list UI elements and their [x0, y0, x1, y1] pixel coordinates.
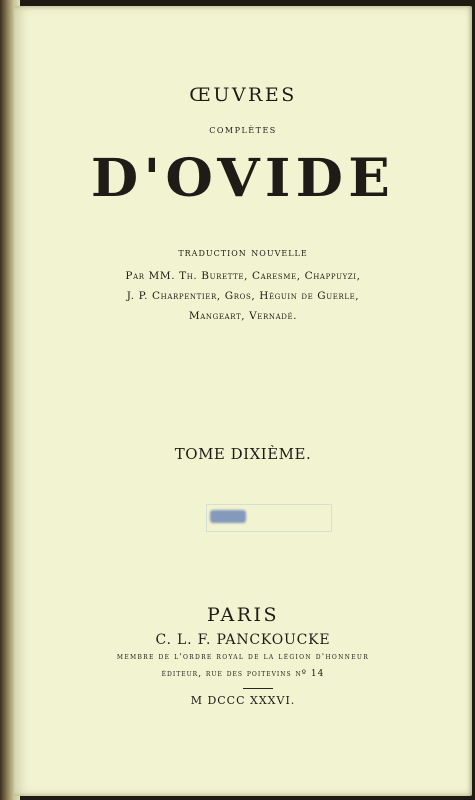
translation-note: traduction nouvelle — [178, 246, 308, 259]
series-title: ŒUVRES — [189, 84, 297, 106]
imprint-publisher: C. L. F. PANCKOUCKE — [155, 632, 331, 648]
translators-line: J. P. Charpentier, Gros, Héguin de Guerle, — [126, 290, 360, 302]
subtitle: complètes — [209, 122, 277, 136]
imprint-year: M DCCC XXXVI. — [190, 694, 296, 707]
title-page — [14, 6, 472, 796]
translators-line: Par MM. Th. Burette, Caresme, Chappuyzi, — [125, 270, 361, 282]
translators-line: Mangeart, Vernadé. — [188, 310, 298, 322]
library-stamp-icon — [210, 510, 246, 523]
volume-label: TOME DIXIÈME. — [174, 445, 312, 463]
imprint-divider — [243, 688, 273, 689]
imprint-membership: membre de l'ordre royal de la légion d'honneur — [116, 652, 370, 661]
imprint-city: PARIS — [206, 604, 280, 626]
author-title: D'OVIDE — [90, 148, 396, 209]
translators-block — [14, 266, 472, 326]
imprint-address: éditeur, rue des poitevins nº 14 — [161, 669, 325, 679]
